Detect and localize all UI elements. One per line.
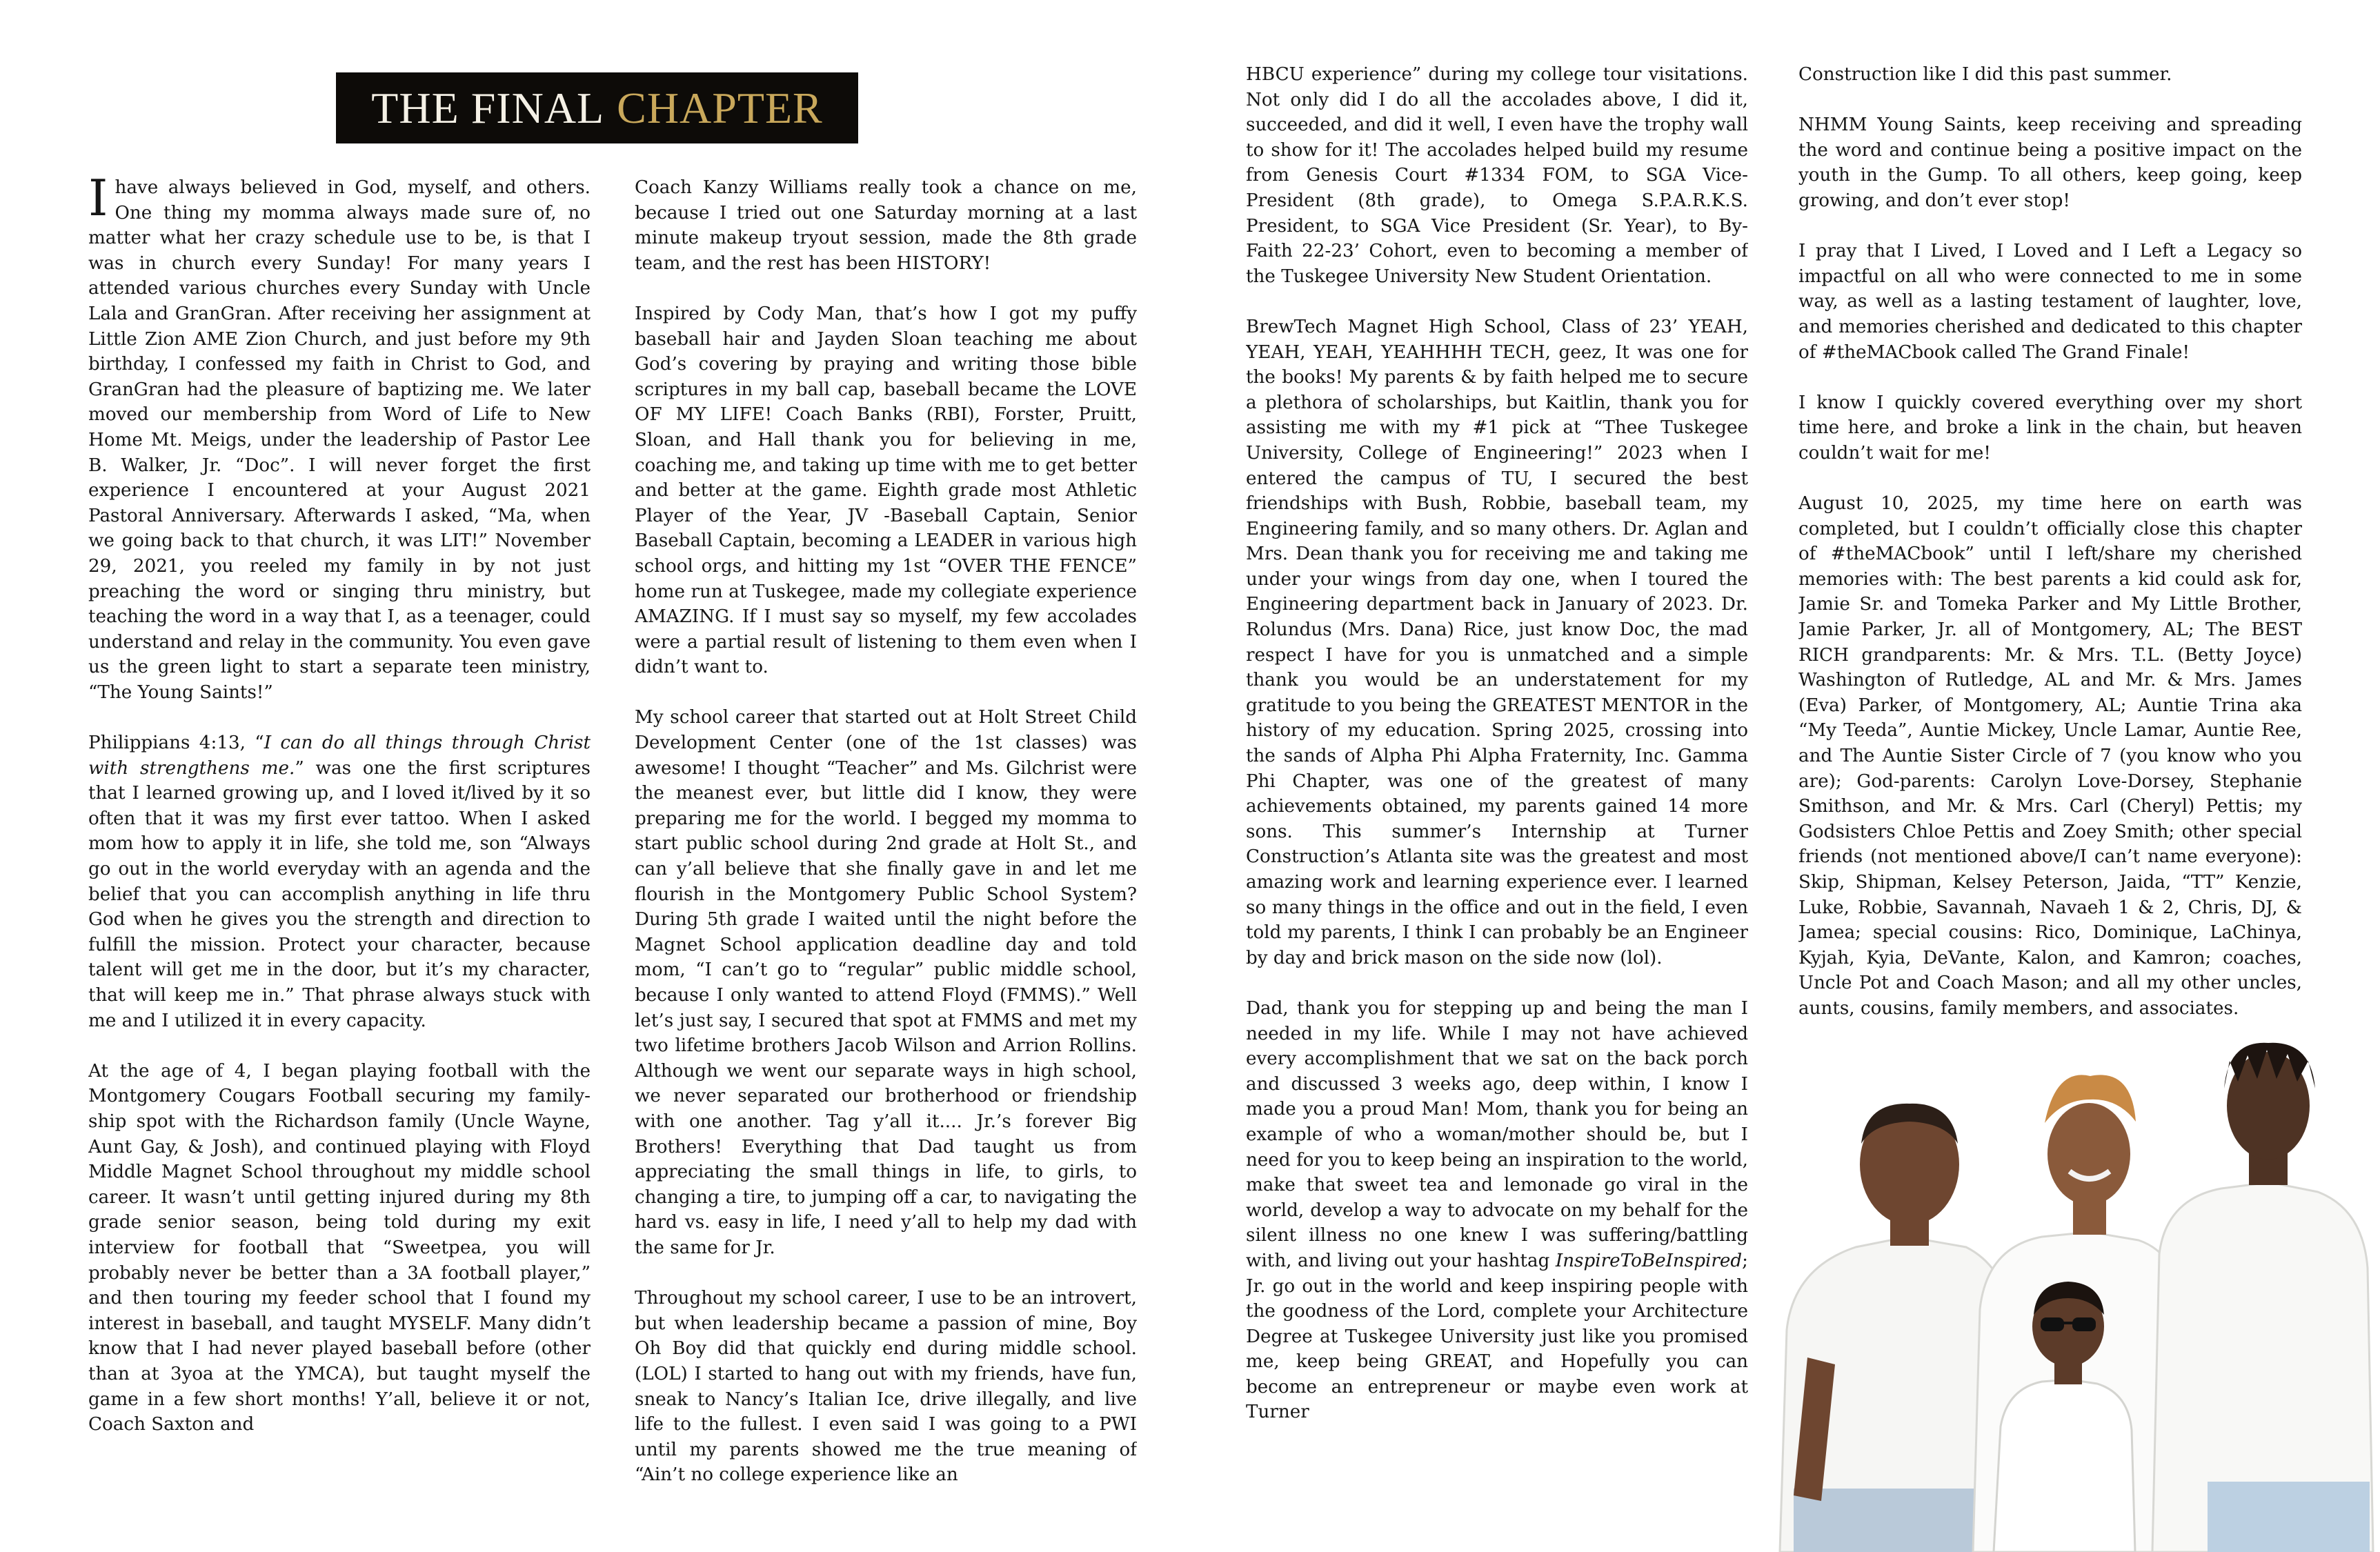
family-photo-icon	[1766, 1040, 2380, 1552]
article-column-3	[1246, 62, 1748, 1545]
paragraph: HBCU experience” during my college tour visitations. Not only did I do all the accolades above, I did it, succeeded, and did it well, I even have the trophy wall to show for it! The accolades helped build my resume from Genesis Court #1334 FOM, to SGA Vice-President (8th grade), to Omega S.P.A.R.K.S. President, to SGA Vice President (Sr. Year), to By-Faith 22-23’ Cohort, even to becoming a member of the Tuskegee University New Student Orientation.	[1246, 64, 1748, 287]
paragraph: Coach Kanzy Williams really took a chance on me, because I tried out one Saturday morning at a last minute makeup tryout session, made the 8th grade team, and the rest has been HISTORY!	[635, 177, 1137, 274]
paragraph: Throughout my school career, I use to be an introvert, but when leadership became a passion of mine, Boy Oh Boy did that quickly end during middle school. (LOL) I started to hang out with my friends, have fun, sneak to Nancy’s Italian Ice, drive illegally, and live life to the fullest. I even said I was going to a PWI until my parents showed me the true meaning of “Ain’t no college experience like an	[635, 1288, 1137, 1486]
drop-cap: I	[88, 175, 108, 227]
paragraph: August 10, 2025, my time here on earth was completed, but I couldn’t officially close this chapter of #theMACbook” until I left/share my cherished memories with: The best parents a kid could ask for, Jamie Sr. and Tomeka Parker and My Little Brother, Jamie Parker, Jr. all of Montgomery, AL; The BEST RICH grandparents: Mr. & Mrs. T.L. (Betty Joyce) Washington of Rutledge, AL and Mr. & Mrs. James (Eva) Parker, of Montgomery, AL; Auntie Trina aka “My Teeda”, Auntie Mickey, Uncle Lamar, Auntie Ree, and The Auntie Sister Circle of 7 (you know who you are); God-parents: Carolyn Love-Dorsey, Stephanie Smithson, and Mr. & Mrs. Carl (Cheryl) Pettis; my Godsisters Chloe Pettis and Zoey Smith; other special friends (not mentioned above/I can’t name everyone): Skip, Shipman, Kelsey Peterson, Jaida, “TT” Kenzie, Luke, Robbie, Savannah, Navaeh 1 & 2, Chris, DJ, & Jamea; special cousins: Rico, Dominique, LaChinya, Kyjah, Kyia, DeVante, Kalon, and Kamron; coaches, Uncle Pot and Coach Mason; and all my other uncles, aunts, cousins, family members, and associates.	[1798, 493, 2302, 1019]
paragraph: I know I quickly covered everything over my short time here, and broke a link in the chain, but heaven couldn’t wait for me!	[1798, 392, 2302, 464]
title-banner	[336, 72, 858, 143]
paragraph: At the age of 4, I began playing football with the Montgomery Cougars Football securing my family-ship spot with the Richardson family (Uncle Wayne, Aunt Gay, & Josh), and continued playing with Floyd Middle Magnet School throughout my middle school career. It wasn’t until getting injured during my 8th grade senior season, being told during my exit interview for football that “Sweetpea, you will probably never be better than a 3A football player,” and then touring my feeder school that I found my interest in baseball, and taught MYSELF. Many didn’t know that I had never played baseball before (other than at 3yoa at the YMCA), but taught myself the game in a few short months! Y’all, believe it or not, Coach Saxton and	[88, 1060, 591, 1435]
paragraph: Philippians 4:13, “I can do all things through Christ with strengthens me.” was one the first scriptures that I learned growing up, and I loved it/lived by it so often that it was my first ever tattoo. When I asked mom how to apply it in life, she told me, son “Always go out in the world everyday with an agenda and the belief that you can accomplish anything in life thru God when he gives you the strength and direction to fulfill the mission. Protect your character, because talent will get me in the door, but it’s my character, that will keep me in.” That phrase always stuck with me and I utilized it in every capacity.	[88, 733, 591, 1031]
paragraph: Construction like I did this past summer.	[1798, 64, 2172, 85]
paragraph: Dad, thank you for stepping up and being the man I needed in my life. While I may not have achieved every accomplishment that we sat on the back porch and discussed 3 weeks ago, deep within, I know I made you a proud Man! Mom, thank you for being an example of who a woman/mother should be, but I need for you to keep being an inspiration to the world, make that sweet tea and lemonade go viral in the world, develop a way to advocate on my behalf for the silent illness no one knew I was suffering/battling with, and living out your hashtag InspireToBeInspired; Jr. go out in the world and keep inspiring people with the goodness of the Lord, complete your Architecture Degree at Tuskegee University just like you promised me, keep being GREAT, and Hopefully you can become an entrepreneur or maybe even work at Turner	[1246, 997, 1748, 1423]
paragraph: NHMM Young Saints, keep receiving and spreading the word and continue being a positive impact on the youth in the Gump. To all others, keep going, keep growing, and don’t ever stop!	[1798, 115, 2302, 211]
paragraph: I pray that I Lived, I Loved and I Left a Legacy so impactful on all who were connected to me in some way, as well as a lasting testament of laughter, love, and memories cherished and dedicated to this chapter of #theMACbook called The Grand Finale!	[1798, 241, 2302, 363]
title-white-text: THE FINAL	[371, 83, 605, 132]
paragraph: I have always believed in God, myself, and others. One thing my momma always made sure of, no matter what her crazy schedule use to be, is that I was in church every Sunday! For many years I attended various churches every Sunday with Uncle Lala and GranGran. After receiving her assignment at Little Zion AME Zion Church, and just before my 9th birthday, I confessed my faith in Christ to God, and GranGran had the pleasure of baptizing me. We later moved our membership from Word of Life to New Home Mt. Meigs, under the leadership of Pastor Lee B. Walker, Jr. “Doc”. I will never forget the first experience I encountered at your August 2021 Pastoral Anniversary. Afterwards I asked, “Ma, when we going back to that church, it was LIT!” November 29, 2021, you reeled my family in by not just preaching the word or singing thru ministry, but teaching the word in a way that I, as a teenager, could understand and relay in the community. You even gave us the green light to start a separate teen ministry, “The Young Saints!”	[88, 175, 591, 703]
paragraph: BrewTech Magnet High School, Class of 23’ YEAH, YEAH, YEAH, YEAHHHH TECH, geez, It was one for the books! My parents & by faith helped me to secure a plethora of scholarships, but Kaitlin, thank you for assisting me with my #1 pick at “Thee Tuskegee University, College of Engineering!” 2023 when I entered the campus of TU, I secured the best friendships with Bush, Robbie, baseball team, my Engineering family, and so many others. Dr. Aglan and Mrs. Dean thank you for receiving me and taking me under your wings from day one, when I toured the Engineering department back in January of 2023. Dr. Rolundus (Mrs. Dana) Rice, just know Doc, the mad respect I have for you is unmatched and a simple thank you would be an understatement for my gratitude to you being the GREATEST MENTOR in the history of my education. Spring 2025, crossing into the sands of Alpha Phi Alpha Fraternity, Inc. Gamma Phi Chapter, was one of the greatest of many achievements obtained, my parents gained 14 more sons. This summer’s Internship at Turner Construction’s Atlanta site was the greatest and most amazing work and learning experience ever. I learned so many things in the office and out in the field, I even told my parents, I think I can probably be an Engineer by day and brick mason on the side now (lol).	[1246, 316, 1748, 968]
article-column-2	[635, 175, 1137, 1541]
young-man-figure	[2152, 1043, 2373, 1552]
hashtag: InspireToBeInspired	[1555, 1250, 1743, 1271]
article-column-1	[88, 175, 591, 1541]
paragraph: My school career that started out at Holt Street Child Development Center (one of the 1st classes) was awesome! I thought “Teacher” and Ms. Gilchrist were the meanest ever, but little did I know, they were preparing me for the world. I begged my momma to start public school during 2nd grade at Holt St., and can y’all believe that she finally gave in and let me flourish in the Montgomery Public School System? During 5th grade I waited until the night before the Magnet School application deadline day and told mom, “I can’t go to “regular” public middle school, because I only wanted to attend Floyd (FMMS).” Well let’s just say, I secured that spot at FMMS and met my two lifetime brothers Jacob Wilson and Arrion Rollins. Although we went our separate ways in high school, we never separated our brotherhood or friendship with one another. Tag y’all it.... Jr.’s forever Big Brothers! Everything that Dad taught us from appreciating the small things in life, to girls, to changing a tire, to jumping off a car, to navigating the hard vs. easy in life, I need y’all to help my dad with the same for Jr.	[635, 707, 1137, 1258]
paragraph: Inspired by Cody Man, that’s how I got my puffy baseball hair and Jayden Sloan teaching me about God’s covering by praying and writing those bible scriptures in my ball cap, baseball became the LOVE OF MY LIFE! Coach Banks (RBI), Forster, Pruitt, Sloan, and Hall thank you for believing in me, coaching me, and taking up time with me to get better and better at the game. Eighth grade most Athletic Player of the Year, JV -Baseball Captain, Senior Baseball Captain, becoming a LEADER in various high school orgs, and hitting my 1st “OVER THE FENCE” home run at Tuskegee, made my collegiate experience AMAZING. If I must say so myself, my few accolades were a partial result of listening to them even when I didn’t want to.	[635, 303, 1137, 678]
scripture-quote: I can do all things through Christ with strengthens me.	[88, 733, 591, 779]
title-gold-text: CHAPTER	[617, 83, 823, 132]
article-column-4	[1798, 62, 2302, 1069]
